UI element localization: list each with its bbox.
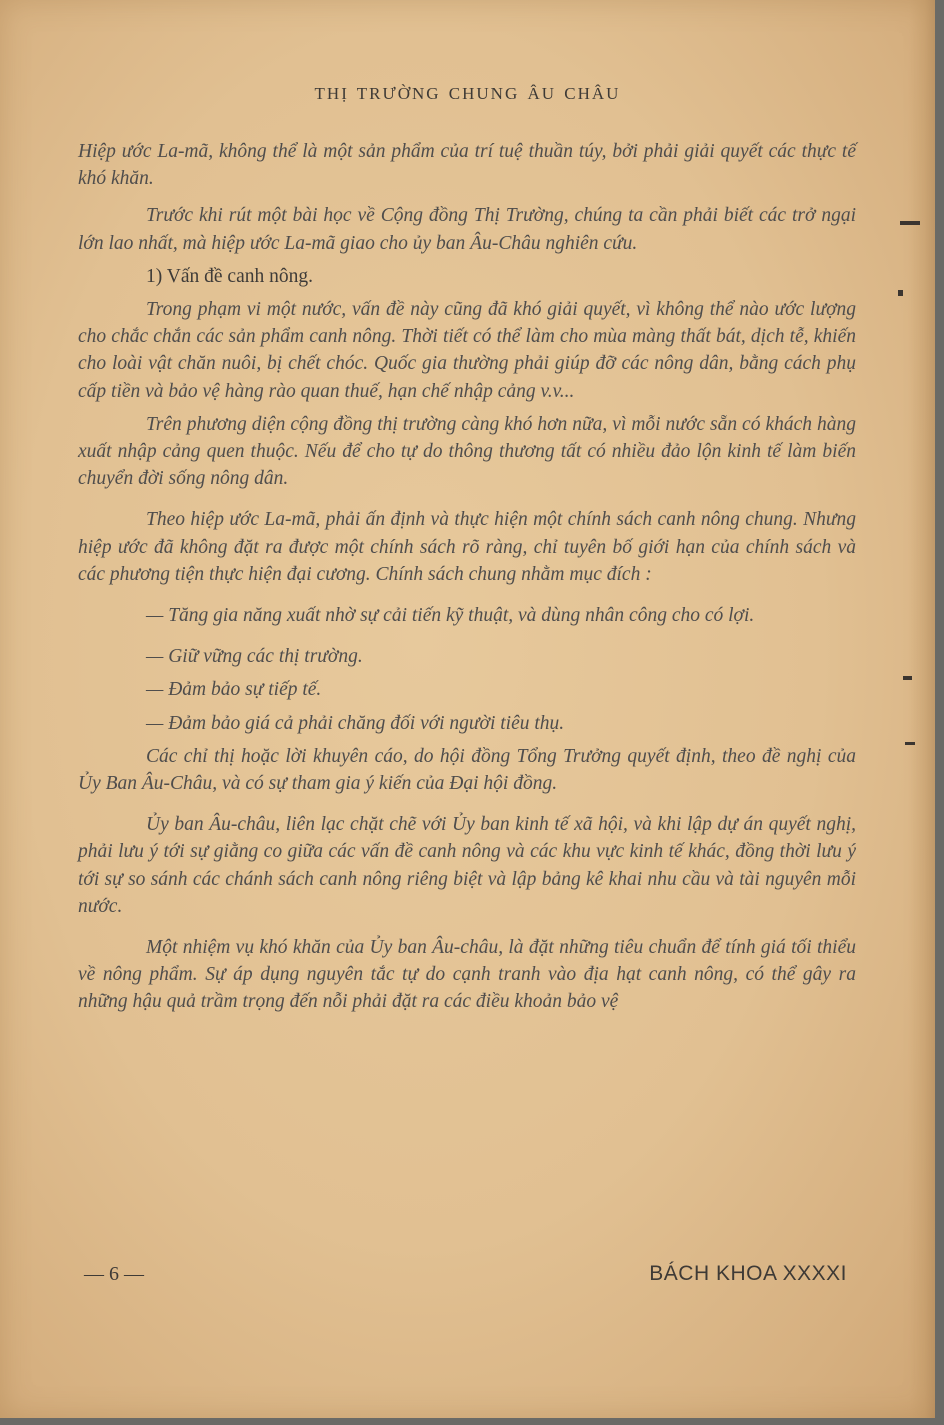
- ink-mark: [905, 742, 915, 745]
- running-header: THỊ TRƯỜNG CHUNG ÂU CHÂU: [314, 84, 621, 103]
- paragraph: Trước khi rút một bài học về Cộng đồng Thị Trường, chúng ta cần phải biết các trở ngại lớn lao nhất, mà hiệp ước La-mã giao cho ủy ban Âu-Châu nghiên cứu.: [78, 205, 856, 254]
- ink-mark: [900, 221, 920, 225]
- list-item: — Tăng gia năng xuất nhờ sự cải tiến kỹ thuật, và dùng nhân công cho có lợi.: [146, 605, 755, 627]
- page-edge-shading: [909, 0, 935, 1418]
- section-heading: 1) Vấn đề canh nông.: [146, 265, 313, 287]
- page-number: — 6 —: [84, 1263, 144, 1285]
- ink-mark: [903, 676, 912, 680]
- paragraph: Hiệp ước La-mã, không thể là một sản phẩm của trí tuệ thuần túy, bởi phải giải quyết các thực tế khó khăn.: [78, 141, 856, 190]
- list-item: — Đảm bảo giá cả phải chăng đối với người tiêu thụ.: [146, 712, 565, 734]
- publication-name: BÁCH KHOA XXXXI: [649, 1262, 847, 1285]
- paragraph: Trên phương diện cộng đồng thị trường càng khó hơn nữa, vì mỗi nước sẵn có khách hàng xuất nhập cảng quen thuộc. Nếu để cho tự do thông thương tất có nhiều đảo lộn kinh tế làm biến chuyển đời sống nông dân.: [78, 413, 856, 490]
- paragraph: Theo hiệp ước La-mã, phải ấn định và thực hiện một chính sách canh nông chung. Nhưng hiệp ước đã không đặt ra được một chính sách rõ ràng, chỉ tuyên bố giới hạn của chính sách và các phương tiện thực hiện đại cương. Chính sách chung nhằm mục đích :: [78, 509, 856, 585]
- paragraph: Ủy ban Âu-châu, liên lạc chặt chẽ với Ủy ban kinh tế xã hội, và khi lập dự án quyết nghị, phải lưu ý tới sự giằng co giữa các vấn đề canh nông và các khu vực kinh tế khác, đồng thời lưu ý tới sự so sánh các chánh sách canh nông riêng biệt và lập bảng kê khai nhu cầu và tài nguyên mỗi nước.: [78, 814, 856, 917]
- body-text: [78, 138, 856, 1016]
- paragraph: Một nhiệm vụ khó khăn của Ủy ban Âu-châu, là đặt những tiêu chuẩn để tính giá tối thiểu về nông phẩm. Sự áp dụng nguyên tắc tự do cạnh tranh vào địa hạt canh nông, có thể gây ra những hậu quả trầm trọng đến nỗi phải đặt ra các điều khoản bảo vệ: [78, 937, 856, 1013]
- list-item: — Đảm bảo sự tiếp tế.: [146, 679, 322, 701]
- list-item: — Giữ vững các thị trường.: [146, 646, 363, 668]
- paragraph: Trong phạm vi một nước, vấn đề này cũng đã khó giải quyết, vì không thể nào ước lượng cho chắc chắn các sản phẩm canh nông. Thời tiết có thể làm cho mùa màng thất bát, dịch tễ, khiến cho loài vật chăn nuôi, bị chết chóc. Quốc gia thường phải giúp đỡ các nông dân, bằng cách phụ cấp tiền và bảo vệ hàng rào quan thuế, hạn chế nhập cảng v.v...: [78, 299, 856, 402]
- ink-mark: [898, 290, 903, 296]
- paragraph: Các chỉ thị hoặc lời khuyên cáo, do hội đồng Tổng Trưởng quyết định, theo đề nghị của Ủy Ban Âu-Châu, và có sự tham gia ý kiến của Đại hội đồng.: [78, 745, 856, 795]
